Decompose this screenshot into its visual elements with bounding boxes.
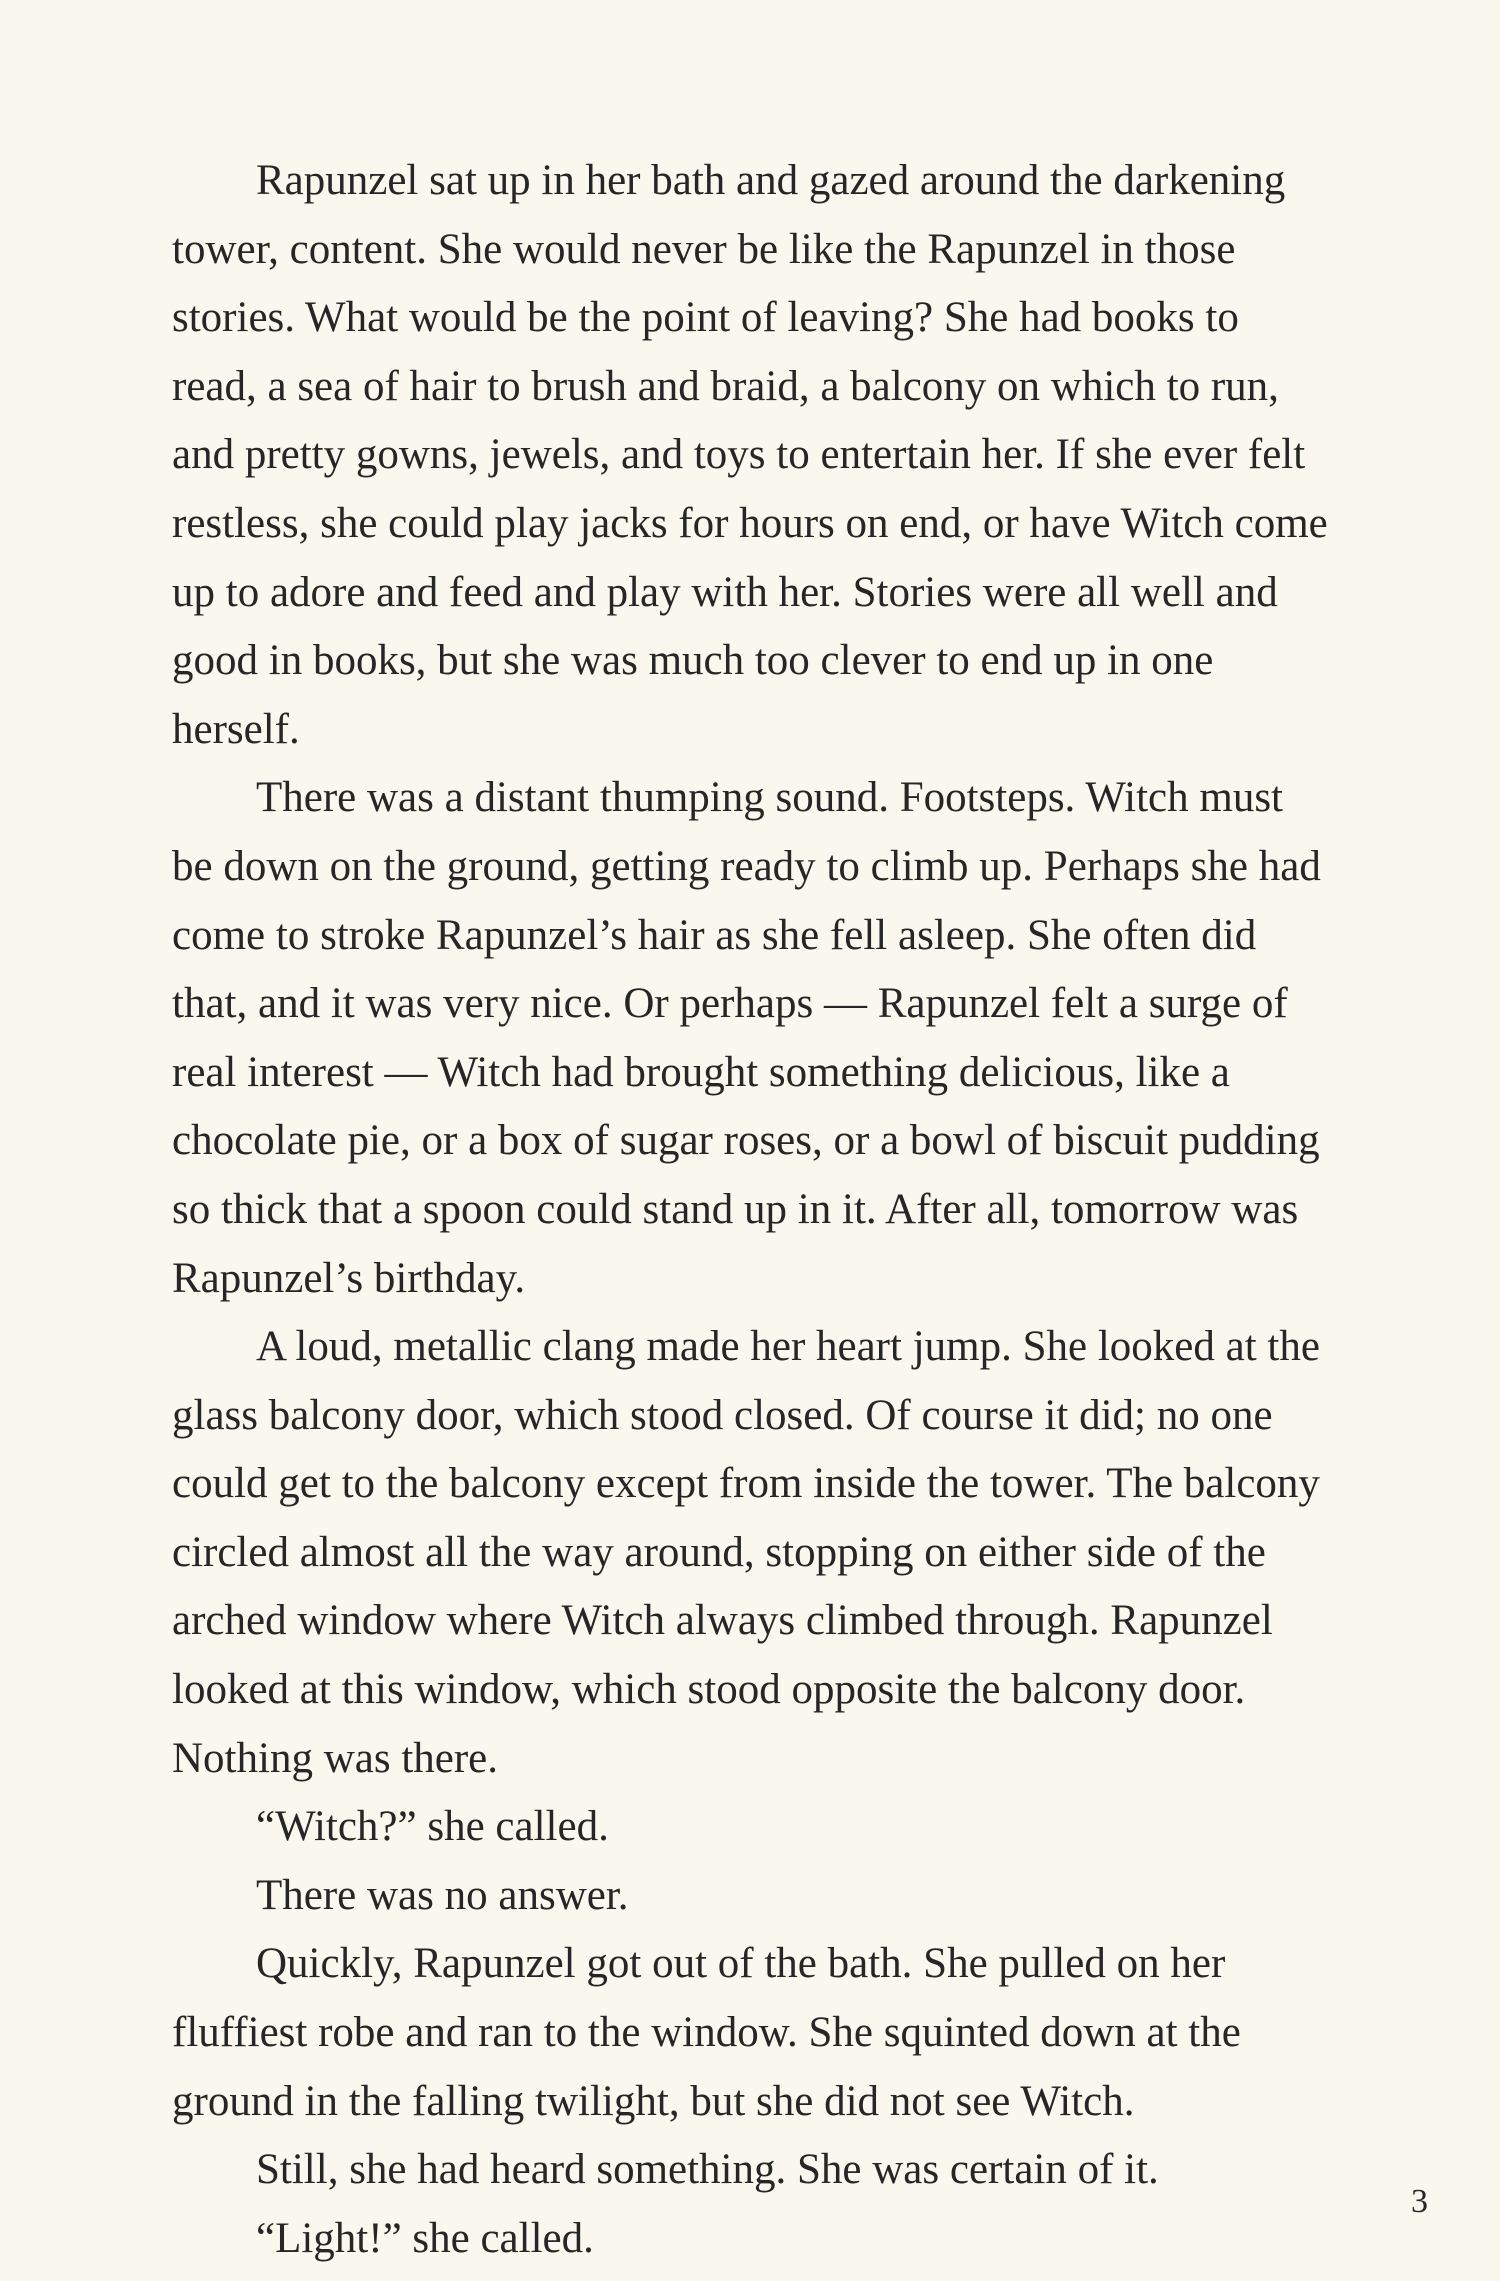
paragraph: There was a distant thumping sound. Footsteps. Witch must be down on the ground, getting ready to climb up. Perhaps she had come to stroke Rapunzel’s hair as she fell asleep. She often did that, and it was very nice. Or perhaps — Rapunzel felt a surge of real interest — Witch had brought something delicious, like a chocolate pie, or a box of sugar roses, or a bowl of biscuit pudding so thick that a spoon could stand up in it. After all, tomorrow was Rapunzel’s birthday. (172, 774, 1321, 1302)
paragraph: “Light!” she called. (256, 2214, 594, 2262)
paragraph: A loud, metallic clang made her heart jump. She looked at the glass balcony door, which stood closed. Of course it did; no one could get to the balcony except from inside the tower. The balcony circled almost all the way around, stopping on either side of the arched window where Witch always climbed through. Rapunzel looked at this window, which stood opposite the balcony door. Nothing was there. (172, 1323, 1320, 1782)
paragraph: Rapunzel sat up in her bath and gazed around the darkening tower, content. She would never be like the Rapunzel in those stories. What would be the point of leaving? She had books to read, a sea of hair to brush and braid, a balcony on which to run, and pretty gowns, jewels, and toys to entertain her. If she ever felt restless, she could play jacks for hours on end, or have Witch come up to adore and feed and play with her. Stories were all well and good in books, but she was much too clever to end up in one herself. (172, 157, 1328, 753)
paragraph: Quickly, Rapunzel got out of the bath. She pulled on her fluffiest robe and ran to the window. She squinted down at the ground in the falling twilight, but she did not see Witch. (172, 1940, 1241, 2125)
paragraph: There was no answer. (256, 1871, 629, 1919)
page-number: 3 (1411, 2183, 1428, 2220)
paragraph: “Witch?” she called. (256, 1803, 609, 1851)
body-text (172, 147, 1334, 2273)
paragraph: Still, she had heard something. She was certain of it. (256, 2146, 1159, 2194)
